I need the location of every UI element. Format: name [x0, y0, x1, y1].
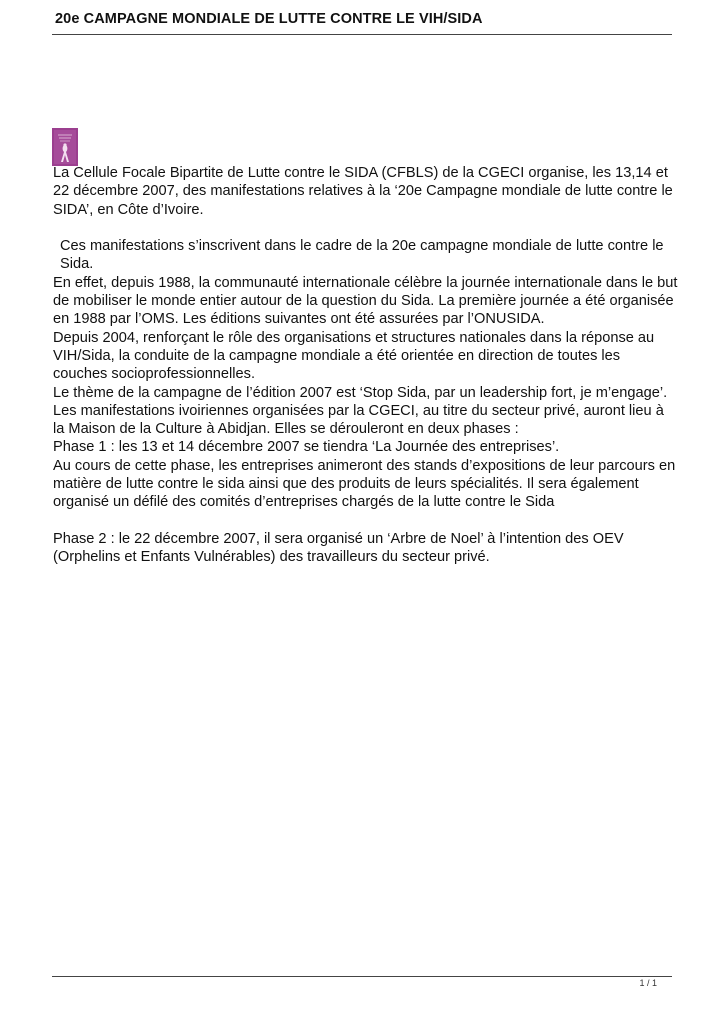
header-divider	[52, 34, 672, 35]
page-number: 1 / 1	[639, 978, 657, 988]
intro-paragraph: La Cellule Focale Bipartite de Lutte contre le SIDA (CFBLS) de la CGECI organise, les 13,14 et 22 décembre 2007, des manifestations relatives à la ‘20e Campagne mondiale de lutte contre le SIDA’, en Côte d’Ivoire.	[53, 165, 673, 218]
theme-paragraph: Le thème de la campagne de l’édition 2007 est ‘Stop Sida, par un leadership fort, je m’engage’.	[53, 384, 668, 401]
footer-divider	[52, 976, 672, 977]
document-title: 20e CAMPAGNE MONDIALE DE LUTTE CONTRE LE VIH/SIDA	[55, 11, 483, 27]
location-paragraph: Les manifestations ivoiriennes organisées par la CGECI, au titre du secteur privé, auront lieu à la Maison de la Culture à Abidjan. Elles se dérouleront en deux phases :	[53, 402, 664, 438]
history-2004-paragraph: Depuis 2004, renforçant le rôle des organisations et structures nationales dans la réponse au VIH/Sida, la conduite de la campagne mondiale a été orientée en direction de toutes les couches socioprofessionnelles.	[53, 329, 655, 383]
campaign-logo-icon	[52, 128, 78, 166]
context-paragraph: Ces manifestations s’inscrivent dans le cadre de la 20e campagne mondiale de lutte contre le Sida.	[60, 238, 664, 273]
phase-1-details-paragraph: Au cours de cette phase, les entreprises animeront des stands d’expositions de leur parcours en matière de lutte contre le sida ainsi que des produits de leurs spécialités. Il sera également organisé un défilé des comités d’entreprises chargés de la lutte contre le Sida	[53, 457, 676, 511]
article-body	[53, 164, 678, 567]
paragraph-spacer	[53, 512, 678, 530]
history-1988-paragraph: En effet, depuis 1988, la communauté internationale célèbre la journée internationale dans le but de mobiliser le monde entier autour de la question du Sida. La première journée a été organisée en 1988 par l’OMS. Les éditions suivantes ont été assurées par l’ONUSIDA.	[53, 274, 678, 328]
campaign-logo-graphic	[52, 128, 78, 166]
phase-1-paragraph: Phase 1 : les 13 et 14 décembre 2007 se tiendra ‘La Journée des entreprises’.	[53, 439, 560, 456]
paragraph-spacer	[53, 219, 678, 237]
phase-2-paragraph: Phase 2 : le 22 décembre 2007, il sera organisé un ‘Arbre de Noel’ à l’intention des OEV (Orphelins et Enfants Vulnérables) des travailleurs du secteur privé.	[53, 530, 624, 566]
